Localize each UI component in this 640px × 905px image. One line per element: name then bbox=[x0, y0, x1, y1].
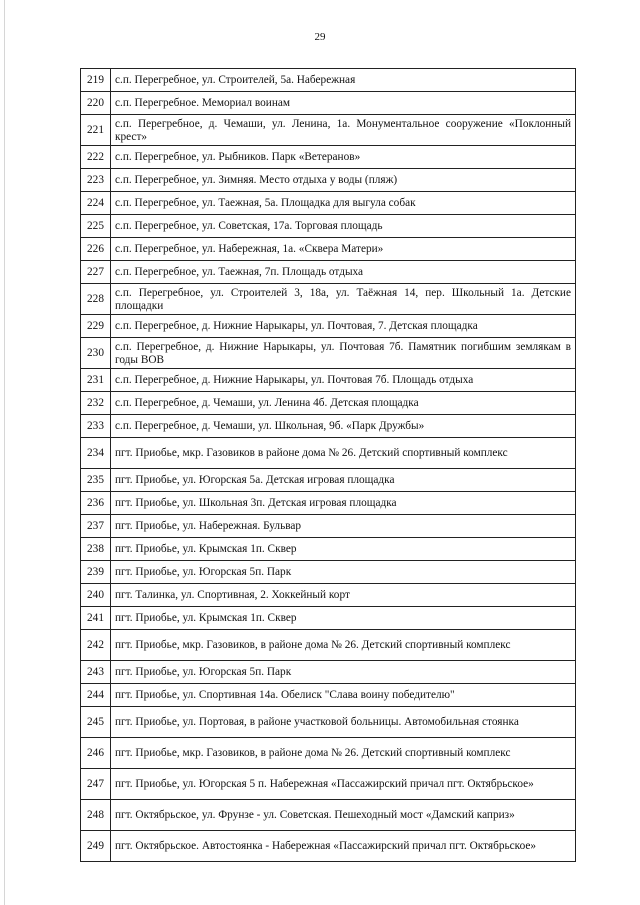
row-description: пгт. Приобье, ул. Школьная 3п. Детская игровая площадка bbox=[111, 492, 576, 515]
table-row bbox=[81, 707, 576, 738]
table-row bbox=[81, 492, 576, 515]
row-description: пгт. Приобье, мкр. Газовиков в районе дома № 26. Детский спортивный комплекс bbox=[111, 438, 576, 469]
table-row bbox=[81, 438, 576, 469]
row-number: 225 bbox=[81, 215, 111, 238]
row-description: пгт. Приобье, ул. Крымская 1п. Сквер bbox=[111, 538, 576, 561]
row-description: с.п. Перегребное, д. Нижние Нарыкары, ул. Почтовая, 7. Детская площадка bbox=[111, 315, 576, 338]
table-row bbox=[81, 261, 576, 284]
table-row bbox=[81, 392, 576, 415]
row-description: пгт. Приобье, ул. Спортивная 14а. Обелиск "Слава воину победителю" bbox=[111, 684, 576, 707]
row-number: 249 bbox=[81, 831, 111, 862]
table-row bbox=[81, 538, 576, 561]
row-description: с.п. Перегребное, ул. Строителей, 5а. Набережная bbox=[111, 69, 576, 92]
table-row bbox=[81, 369, 576, 392]
row-number: 226 bbox=[81, 238, 111, 261]
row-number: 228 bbox=[81, 284, 111, 315]
row-number: 238 bbox=[81, 538, 111, 561]
row-number: 222 bbox=[81, 146, 111, 169]
row-number: 233 bbox=[81, 415, 111, 438]
row-number: 219 bbox=[81, 69, 111, 92]
row-number: 221 bbox=[81, 115, 111, 146]
row-description: пгт. Октябрьское, ул. Фрунзе - ул. Советская. Пешеходный мост «Дамский каприз» bbox=[111, 800, 576, 831]
row-description: пгт. Приобье, ул. Крымская 1п. Сквер bbox=[111, 607, 576, 630]
row-description: пгт. Приобье, ул. Югорская 5а. Детская игровая площадка bbox=[111, 469, 576, 492]
scan-edge-line bbox=[4, 0, 5, 905]
row-description: пгт. Приобье, ул. Портовая, в районе участковой больницы. Автомобильная стоянка bbox=[111, 707, 576, 738]
row-description: пгт. Талинка, ул. Спортивная, 2. Хоккейный корт bbox=[111, 584, 576, 607]
table-row bbox=[81, 115, 576, 146]
row-description: с.п. Перегребное, д. Чемаши, ул. Ленина, 1а. Монументальное сооружение «Поклонный крест» bbox=[111, 115, 576, 146]
table-row bbox=[81, 831, 576, 862]
row-number: 223 bbox=[81, 169, 111, 192]
row-number: 241 bbox=[81, 607, 111, 630]
row-description: с.п. Перегребное, ул. Набережная, 1а. «Сквера Матери» bbox=[111, 238, 576, 261]
row-number: 240 bbox=[81, 584, 111, 607]
row-number: 229 bbox=[81, 315, 111, 338]
row-description: пгт. Приобье, мкр. Газовиков, в районе дома № 26. Детский спортивный комплекс bbox=[111, 630, 576, 661]
table-row bbox=[81, 469, 576, 492]
table-row bbox=[81, 69, 576, 92]
row-number: 232 bbox=[81, 392, 111, 415]
table-row bbox=[81, 146, 576, 169]
row-description: с.п. Перегребное, ул. Таежная, 7п. Площадь отдыха bbox=[111, 261, 576, 284]
table-row bbox=[81, 800, 576, 831]
table-row bbox=[81, 561, 576, 584]
row-number: 231 bbox=[81, 369, 111, 392]
records-table-body bbox=[81, 69, 576, 862]
row-description: пгт. Приобье, мкр. Газовиков, в районе дома № 26. Детский спортивный комплекс bbox=[111, 738, 576, 769]
table-row bbox=[81, 415, 576, 438]
row-description: с.п. Перегребное, ул. Строителей 3, 18а, ул. Таёжная 14, пер. Школьный 1а. Детские площадки bbox=[111, 284, 576, 315]
row-description: пгт. Октябрьское. Автостоянка - Набережная «Пассажирский причал пгт. Октябрьское» bbox=[111, 831, 576, 862]
row-number: 237 bbox=[81, 515, 111, 538]
row-number: 236 bbox=[81, 492, 111, 515]
table-row bbox=[81, 169, 576, 192]
table-row bbox=[81, 630, 576, 661]
table-row bbox=[81, 92, 576, 115]
row-number: 245 bbox=[81, 707, 111, 738]
table-row bbox=[81, 284, 576, 315]
records-table bbox=[80, 68, 576, 862]
row-number: 244 bbox=[81, 684, 111, 707]
table-row bbox=[81, 607, 576, 630]
table-row bbox=[81, 769, 576, 800]
row-number: 220 bbox=[81, 92, 111, 115]
row-number: 246 bbox=[81, 738, 111, 769]
table-row bbox=[81, 738, 576, 769]
table-row bbox=[81, 192, 576, 215]
row-description: пгт. Приобье, ул. Югорская 5п. Парк bbox=[111, 561, 576, 584]
table-row bbox=[81, 338, 576, 369]
row-number: 235 bbox=[81, 469, 111, 492]
row-description: пгт. Приобье, ул. Югорская 5п. Парк bbox=[111, 661, 576, 684]
row-number: 224 bbox=[81, 192, 111, 215]
row-number: 239 bbox=[81, 561, 111, 584]
row-description: с.п. Перегребное, д. Нижние Нарыкары, ул. Почтовая 7б. Площадь отдыха bbox=[111, 369, 576, 392]
row-description: с.п. Перегребное, д. Чемаши, ул. Ленина 4б. Детская площадка bbox=[111, 392, 576, 415]
row-description: с.п. Перегребное, ул. Рыбников. Парк «Ветеранов» bbox=[111, 146, 576, 169]
row-number: 248 bbox=[81, 800, 111, 831]
table-row bbox=[81, 215, 576, 238]
row-number: 247 bbox=[81, 769, 111, 800]
row-number: 234 bbox=[81, 438, 111, 469]
table-row bbox=[81, 515, 576, 538]
row-number: 230 bbox=[81, 338, 111, 369]
table-row bbox=[81, 584, 576, 607]
row-description: пгт. Приобье, ул. Набережная. Бульвар bbox=[111, 515, 576, 538]
row-description: с.п. Перегребное, ул. Таежная, 5а. Площадка для выгула собак bbox=[111, 192, 576, 215]
row-description: с.п. Перегребное, д. Нижние Нарыкары, ул. Почтовая 7б. Памятник погибшим землякам в годы ВОВ bbox=[111, 338, 576, 369]
row-description: пгт. Приобье, ул. Югорская 5 п. Набережная «Пассажирский причал пгт. Октябрьское» bbox=[111, 769, 576, 800]
table-row bbox=[81, 684, 576, 707]
row-description: с.п. Перегребное, д. Чемаши, ул. Школьная, 9б. «Парк Дружбы» bbox=[111, 415, 576, 438]
row-description: с.п. Перегребное. Мемориал воинам bbox=[111, 92, 576, 115]
table-row bbox=[81, 238, 576, 261]
row-description: с.п. Перегребное, ул. Зимняя. Место отдыха у воды (пляж) bbox=[111, 169, 576, 192]
row-number: 243 bbox=[81, 661, 111, 684]
row-number: 242 bbox=[81, 630, 111, 661]
table-row bbox=[81, 661, 576, 684]
table-row bbox=[81, 315, 576, 338]
page-number: 29 bbox=[314, 31, 326, 43]
row-description: с.п. Перегребное, ул. Советская, 17а. Торговая площадь bbox=[111, 215, 576, 238]
row-number: 227 bbox=[81, 261, 111, 284]
